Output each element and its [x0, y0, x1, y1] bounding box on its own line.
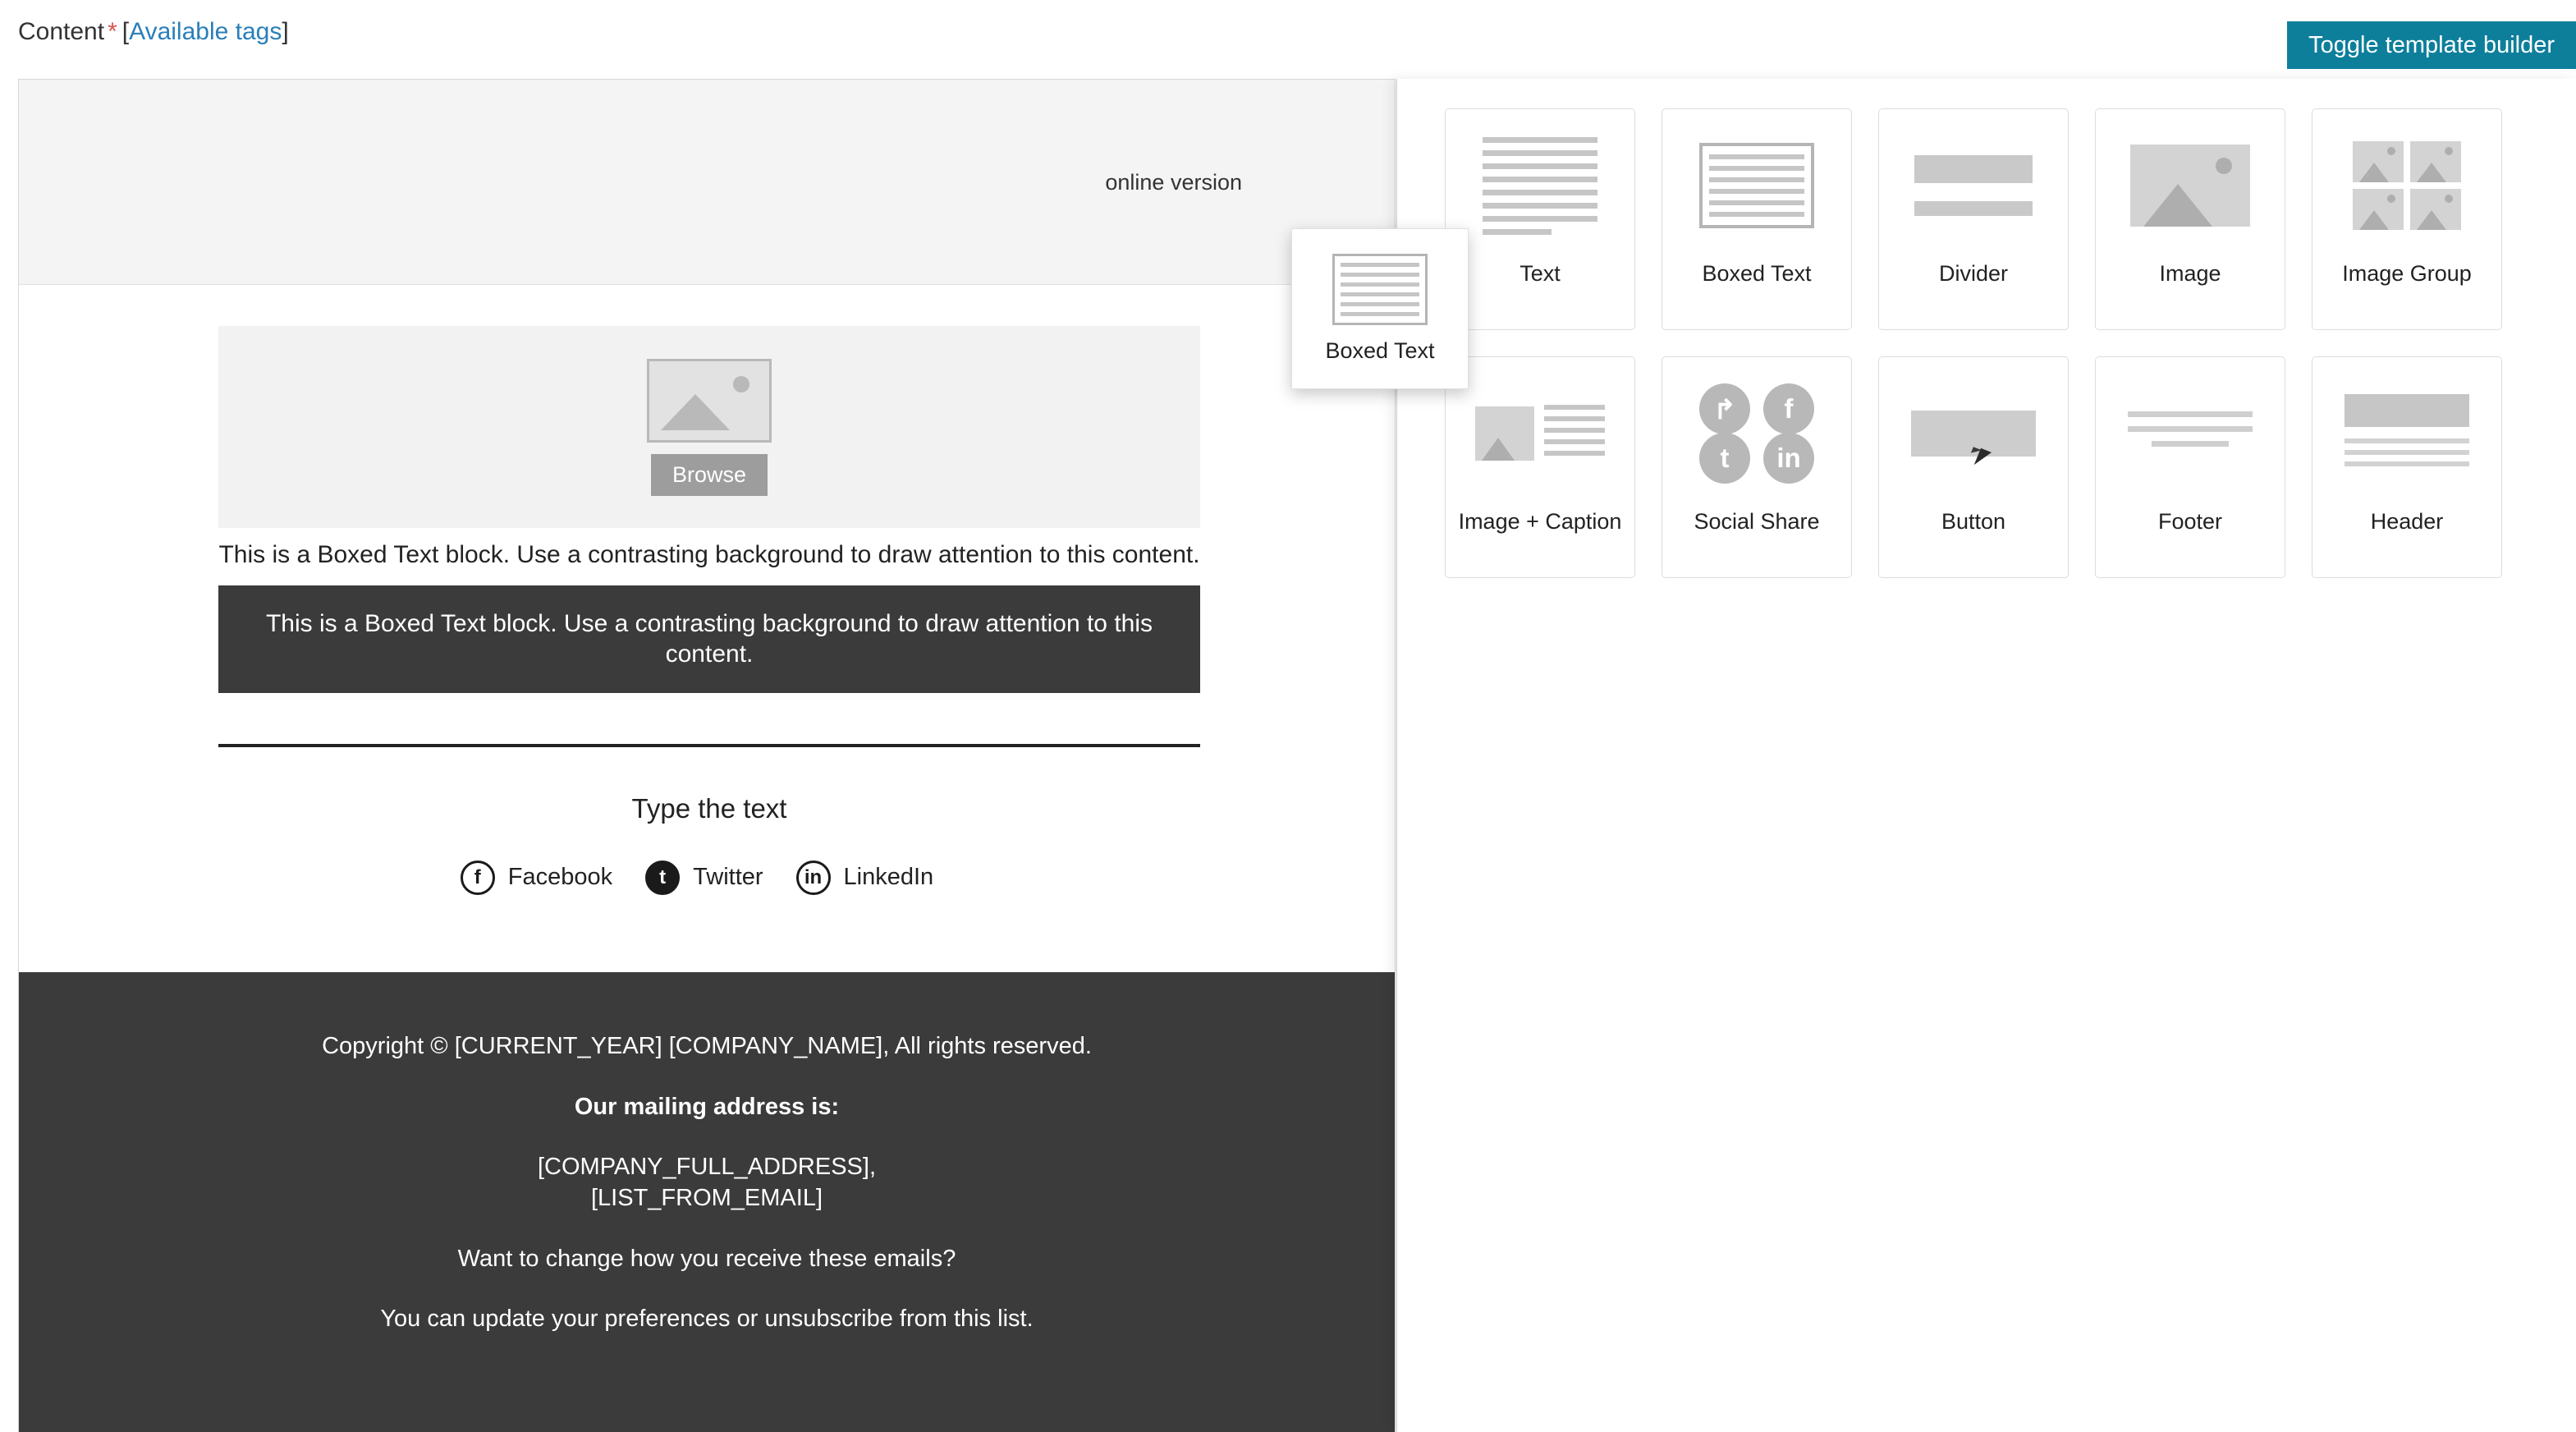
block-tile-label: Image + Caption — [1458, 509, 1622, 534]
footer-address — [19, 1152, 1395, 1214]
block-tile-label: Boxed Text — [1702, 261, 1812, 286]
twitter-icon[interactable]: t — [645, 861, 680, 895]
required-asterisk: * — [108, 18, 117, 45]
footer-address-line-1: [COMPANY_FULL_ADDRESS], — [537, 1154, 877, 1181]
text-block-icon — [1446, 109, 1634, 262]
block-tile-header[interactable] — [2312, 356, 2502, 578]
content-label-text: Content — [18, 18, 105, 45]
twitter-icon: t — [1699, 433, 1750, 484]
footer-block-icon — [2096, 357, 2285, 510]
template-builder-panel — [1396, 79, 2576, 1432]
footer-preferences[interactable]: You can update your preferences or unsubscribe from this list. — [380, 1306, 1034, 1333]
image-block-icon — [2096, 109, 2285, 262]
social-share-block[interactable] — [218, 861, 1200, 895]
footer-copyright: Copyright © [CURRENT_YEAR] [COMPANY_NAME], All rights reserved. — [322, 1033, 1092, 1059]
social-label-linkedin[interactable]: LinkedIn — [843, 864, 934, 890]
block-tile-label: Text — [1519, 261, 1561, 286]
block-tile-text[interactable] — [1445, 108, 1635, 330]
block-tile-image[interactable] — [2095, 108, 2285, 330]
boxed-text-block-icon — [1332, 254, 1428, 325]
drag-ghost-label: Boxed Text — [1325, 338, 1435, 363]
header-block-icon — [2312, 357, 2501, 510]
social-label-facebook[interactable]: Facebook — [507, 864, 613, 890]
boxed-text-block[interactable]: This is a Boxed Text block. Use a contrasting background to draw attention to this content. — [218, 585, 1200, 693]
block-tile-image-caption[interactable] — [1445, 356, 1635, 578]
cursor-icon — [1971, 447, 1982, 457]
toggle-template-builder-button[interactable]: Toggle template builder — [2287, 21, 2576, 69]
top-bar — [0, 0, 2576, 79]
image-group-block-icon — [2312, 109, 2501, 262]
facebook-icon[interactable]: f — [461, 861, 495, 895]
email-body-area — [19, 285, 1395, 942]
content-field-label — [18, 18, 289, 46]
block-tile-image-group[interactable] — [2312, 108, 2502, 330]
boxed-text-block-icon — [1662, 109, 1851, 262]
block-tile-label: Footer — [2157, 509, 2223, 534]
social-share-block-icon — [1662, 357, 1851, 510]
block-tile-label: Divider — [1938, 261, 2009, 286]
facebook-icon: f — [1763, 383, 1814, 434]
available-tags-link[interactable]: Available tags — [129, 18, 282, 45]
block-tile-button[interactable] — [1878, 356, 2069, 578]
social-label-twitter[interactable]: Twitter — [693, 864, 763, 890]
footer-address-line-2: [LIST_FROM_EMAIL] — [590, 1185, 823, 1212]
drag-ghost-boxed-text[interactable] — [1291, 228, 1469, 389]
bracket-close: ] — [282, 18, 289, 45]
email-content-column — [218, 285, 1200, 895]
email-preview-canvas[interactable] — [18, 79, 1396, 1432]
share-icon: ↱ — [1699, 383, 1750, 434]
linkedin-icon: in — [1763, 433, 1814, 484]
preheader-block[interactable] — [19, 80, 1395, 285]
block-tile-footer[interactable] — [2095, 356, 2285, 578]
footer-question: Want to change how you receive these emails? — [457, 1245, 956, 1272]
block-tile-divider[interactable] — [1878, 108, 2069, 330]
divider-block[interactable] — [218, 744, 1200, 747]
email-footer-block[interactable] — [19, 972, 1395, 1432]
bracket-open: [ — [121, 18, 130, 45]
block-tile-boxed-text[interactable] — [1662, 108, 1852, 330]
block-tile-label: Button — [1941, 509, 2006, 534]
image-upload-block[interactable] — [218, 326, 1200, 528]
workspace — [0, 79, 2576, 1432]
linkedin-icon[interactable]: in — [796, 861, 831, 895]
footer-mailing-heading: Our mailing address is: — [574, 1093, 840, 1120]
image-placeholder-icon — [647, 359, 772, 443]
button-block-icon — [1879, 357, 2068, 510]
type-the-text-block[interactable]: Type the text — [631, 792, 787, 824]
block-tile-label: Image Group — [2342, 261, 2472, 286]
divider-block-icon — [1879, 109, 2068, 262]
block-tile-label: Social Share — [1694, 509, 1820, 534]
online-version-link[interactable]: online version — [1105, 170, 1242, 195]
image-caption-block-icon — [1446, 357, 1634, 510]
block-tile-social-share[interactable] — [1662, 356, 1852, 578]
browse-button[interactable]: Browse — [651, 454, 768, 496]
block-tile-label: Header — [2370, 509, 2444, 534]
text-block[interactable]: This is a Boxed Text block. Use a contrasting background to draw attention to this content. — [218, 541, 1200, 568]
block-tile-label: Image — [2159, 261, 2221, 286]
block-tile-grid — [1445, 108, 2528, 578]
